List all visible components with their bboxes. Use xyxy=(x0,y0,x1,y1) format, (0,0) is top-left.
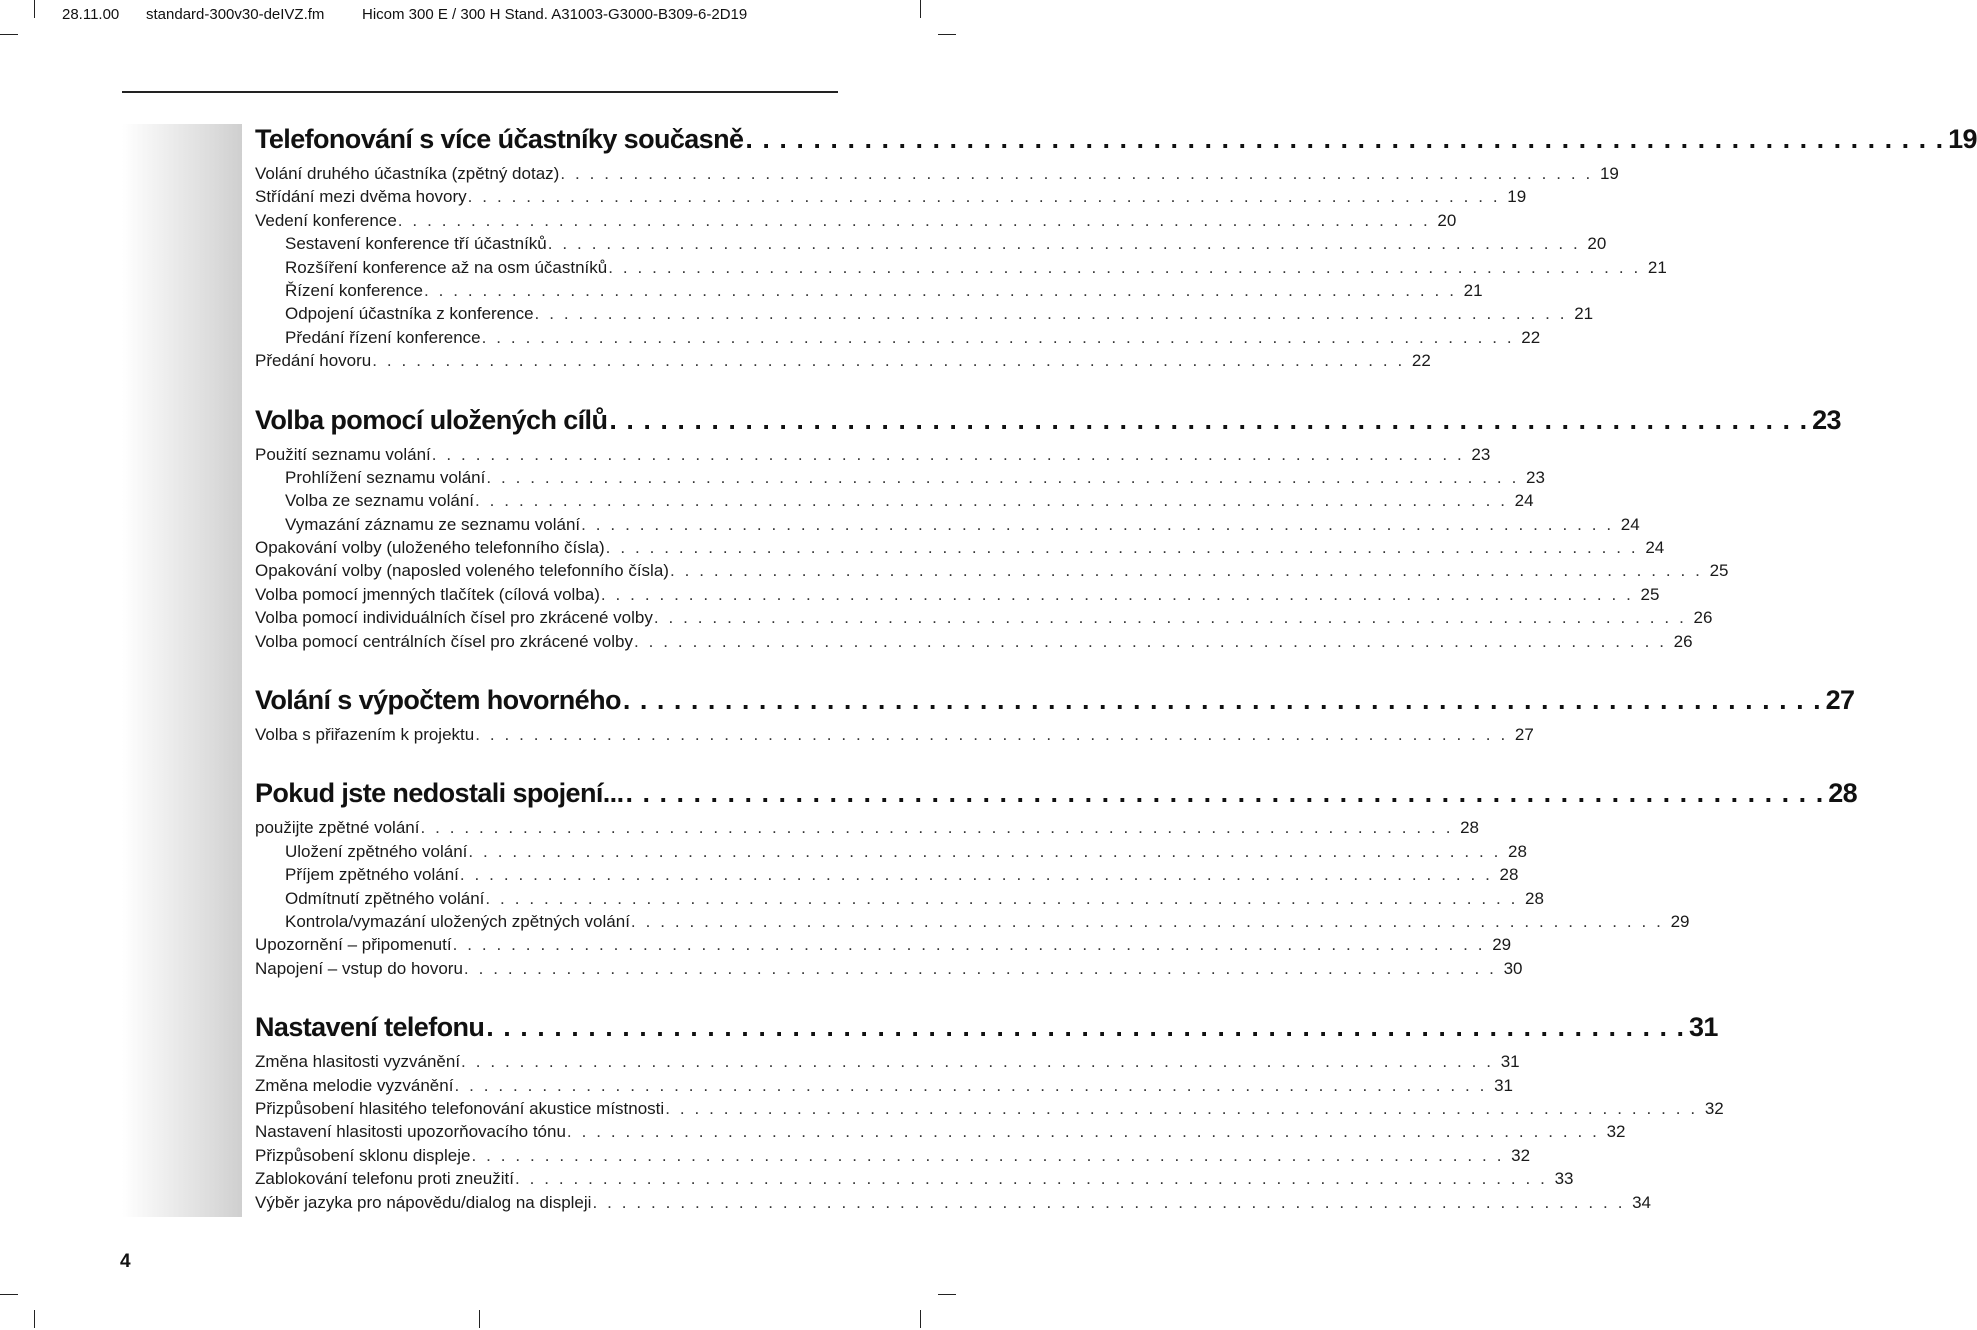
print-header xyxy=(0,6,960,24)
toc-entry-text: Uložení zpětného volání xyxy=(285,841,468,861)
toc-entry[interactable] xyxy=(255,888,1544,912)
toc-entry-text: Volba pomocí individuálních čísel pro zkrácené volby xyxy=(255,608,653,628)
toc-leader-dots: . . . . . . . . . . . . . . . . . . . . . . . . . . . . . . . . . . . . . . . . . . . . . . . . . . . . . . . . . . . . . . . . . . . . . . . xyxy=(566,1122,1600,1142)
toc-entry-page: 28 xyxy=(1508,841,1527,861)
toc-entry-page: 31 xyxy=(1500,1052,1520,1072)
toc-entry[interactable] xyxy=(255,210,1457,234)
toc-entry-page: 26 xyxy=(1673,631,1693,651)
toc-leader-dots: . . . . . . . . . . . . . . . . . . . . . . . . . . . . . . . . . . . . . . . . . . . . . . . . . . . . . . . . . . . . . . . . . . . . . . . xyxy=(622,685,1822,716)
toc-entry-text: Výběr jazyka pro nápovědu/dialog na displeji xyxy=(255,1192,592,1212)
toc-entry-text: Vymazání záznamu ze seznamu volání xyxy=(285,514,581,534)
toc-entry-text: Použití seznamu volání xyxy=(255,444,431,464)
toc-section-page: 28 xyxy=(1828,778,1858,809)
page-number: 4 xyxy=(120,1251,131,1272)
toc-section-title-text: Nastavení telefonu xyxy=(255,1012,485,1043)
toc-entry-text: Opakování volby (naposled voleného telefonního čísla) xyxy=(255,561,669,581)
toc-entry-text: Příjem zpětného volání xyxy=(285,865,459,885)
toc-section-page: 27 xyxy=(1825,685,1855,716)
toc-entry[interactable] xyxy=(255,187,1527,210)
toc-entry-page: 30 xyxy=(1503,958,1523,978)
toc-leader-dots: . . . . . . . . . . . . . . . . . . . . . . . . . . . . . . . . . . . . . . . . . . . . . . . . . . . . . . . . . . . . . . . . . . . . . . . xyxy=(745,124,1945,154)
toc-entry-text: Opakování volby (uloženého telefonního čísla) xyxy=(255,538,605,558)
toc-entry[interactable] xyxy=(255,1052,1520,1075)
header-date: 28.11.00 xyxy=(62,6,120,23)
toc-entry-page: 32 xyxy=(1606,1122,1626,1142)
toc-section-page: 31 xyxy=(1688,1012,1718,1043)
section-gap xyxy=(255,375,838,405)
toc-entry[interactable] xyxy=(255,444,1491,468)
toc-section-title-text: Volba pomocí uložených cílů xyxy=(255,404,608,435)
toc-entry[interactable] xyxy=(255,1145,1531,1169)
crop-mark xyxy=(938,1294,956,1295)
toc-leader-dots: . . . . . . . . . . . . . . . . . . . . . . . . . . . . . . . . . . . . . . . . . . . . . . . . . . . . . . . . . . . . . . . . . . . . . . . xyxy=(608,257,1641,277)
toc-entry[interactable] xyxy=(255,818,1480,841)
toc-entry[interactable] xyxy=(255,280,1483,304)
toc-entry-text: Volba ze seznamu volání xyxy=(285,491,475,511)
toc-section-title[interactable] xyxy=(255,124,1977,164)
toc-leader-dots: . . . . . . . . . . . . . . . . . . . . . . . . . . . . . . . . . . . . . . . . . . . . . . . . . . . . . . . . . . . . . . . . . . . . . . . xyxy=(514,1169,1548,1189)
toc-entry-text: Napojení – vstup do hovoru xyxy=(255,958,463,978)
toc-entry-page: 31 xyxy=(1494,1075,1513,1095)
toc-entry-text: Změna hlasitosti vyzvánění xyxy=(255,1052,461,1072)
crop-mark xyxy=(0,1294,18,1295)
toc-entry[interactable] xyxy=(255,538,1665,561)
toc-entry-text: Střídání mezi dvěma hovory xyxy=(255,187,467,207)
toc-entry[interactable] xyxy=(255,467,1545,491)
toc-entry-text: Přizpůsobení sklonu displeje xyxy=(255,1145,471,1165)
section-gap xyxy=(255,982,838,1012)
toc-entry-text: Předání řízení konference xyxy=(285,327,481,347)
toc-section-title[interactable] xyxy=(255,1012,1718,1052)
toc-entry-page: 25 xyxy=(1640,584,1660,604)
toc-leader-dots: . . . . . . . . . . . . . . . . . . . . . . . . . . . . . . . . . . . . . . . . . . . . . . . . . . . . . . . . . . . . . . . . . . . . . . . xyxy=(560,164,1593,183)
toc-entry-page: 25 xyxy=(1709,561,1729,581)
toc-entry-page: 20 xyxy=(1587,234,1607,254)
toc-entry-text: Volba pomocí centrálních čísel pro zkrácené volby xyxy=(255,631,633,651)
toc-leader-dots: . . . . . . . . . . . . . . . . . . . . . . . . . . . . . . . . . . . . . . . . . . . . . . . . . . . . . . . . . . . . . . . . . . . . . . . xyxy=(665,1098,1698,1118)
toc-entry[interactable] xyxy=(255,327,1541,351)
toc-leader-dots: . . . . . . . . . . . . . . . . . . . . . . . . . . . . . . . . . . . . . . . . . . . . . . . . . . . . . . . . . . . . . . . . . . . . . . . xyxy=(485,888,1518,908)
toc-leader-dots: . . . . . . . . . . . . . . . . . . . . . . . . . . . . . . . . . . . . . . . . . . . . . . . . . . . . . . . . . . . . . . . . . . . . . . . xyxy=(547,234,1581,254)
toc-entry-page: 22 xyxy=(1411,351,1431,371)
toc-entry[interactable] xyxy=(255,865,1519,888)
toc-entry-page: 29 xyxy=(1492,935,1512,955)
toc-leader-dots: . . . . . . . . . . . . . . . . . . . . . . . . . . . . . . . . . . . . . . . . . . . . . . . . . . . . . . . . . . . . . . . . . . . . . . . xyxy=(423,280,1457,300)
crop-mark xyxy=(34,1310,35,1328)
toc-entry-text: Rozšíření konference až na osm účastníků xyxy=(285,257,608,277)
toc-entry[interactable] xyxy=(255,608,1713,631)
toc-leader-dots: . . . . . . . . . . . . . . . . . . . . . . . . . . . . . . . . . . . . . . . . . . . . . . . . . . . . . . . . . . . . . . . . . . . . . . . xyxy=(625,778,1825,809)
toc-entry-text: Přizpůsobení hlasitého telefonování akustice místnosti xyxy=(255,1098,665,1118)
toc-entry[interactable] xyxy=(255,631,1693,655)
toc-entry[interactable] xyxy=(255,561,1729,584)
toc-leader-dots: . . . . . . . . . . . . . . . . . . . . . . . . . . . . . . . . . . . . . . . . . . . . . . . . . . . . . . . . . . . . . . . . . . . . . . . xyxy=(653,608,1687,628)
toc-entry[interactable] xyxy=(255,491,1534,514)
toc-leader-dots: . . . . . . . . . . . . . . . . . . . . . . . . . . . . . . . . . . . . . . . . . . . . . . . . . . . . . . . . . . . . . . . . . . . . . . . xyxy=(669,561,1703,581)
toc-leader-dots: . . . . . . . . . . . . . . . . . . . . . . . . . . . . . . . . . . . . . . . . . . . . . . . . . . . . . . . . . . . . . . . . . . . . . . . xyxy=(486,467,1519,487)
crop-mark xyxy=(0,34,18,35)
toc-entry-page: 26 xyxy=(1693,608,1713,628)
toc-leader-dots: . . . . . . . . . . . . . . . . . . . . . . . . . . . . . . . . . . . . . . . . . . . . . . . . . . . . . . . . . . . . . . . . . . . . . . . xyxy=(481,327,1515,347)
toc-entry[interactable] xyxy=(255,935,1512,958)
toc-entry-text: Kontrola/vymazání uložených zpětných volání xyxy=(285,911,630,931)
toc-leader-dots: . . . . . . . . . . . . . . . . . . . . . . . . . . . . . . . . . . . . . . . . . . . . . . . . . . . . . . . . . . . . . . . . . . . . . . . xyxy=(609,404,1809,435)
toc-entry-page: 20 xyxy=(1437,210,1457,230)
toc-entry-text: Volání druhého účastníka (zpětný dotaz) xyxy=(255,164,560,183)
toc-entry[interactable] xyxy=(255,841,1527,865)
toc-section-title[interactable] xyxy=(255,778,1858,818)
toc-entry-page: 19 xyxy=(1599,164,1619,183)
toc-leader-dots: . . . . . . . . . . . . . . . . . . . . . . . . . . . . . . . . . . . . . . . . . . . . . . . . . . . . . . . . . . . . . . . . . . . . . . . xyxy=(372,351,1405,371)
toc-entry-text: Změna melodie vyzvánění xyxy=(255,1075,454,1095)
toc-entry-page: 24 xyxy=(1645,538,1665,558)
toc-leader-dots: . . . . . . . . . . . . . . . . . . . . . . . . . . . . . . . . . . . . . . . . . . . . . . . . . . . . . . . . . . . . . . . . . . . . . . . xyxy=(581,514,1614,534)
toc-entry-page: 28 xyxy=(1460,818,1480,838)
toc-entry[interactable] xyxy=(255,725,1534,748)
toc-section-title-text: Volání s výpočtem hovorného xyxy=(255,685,621,716)
toc-leader-dots: . . . . . . . . . . . . . . . . . . . . . . . . . . . . . . . . . . . . . . . . . . . . . . . . . . . . . . . . . . . . . . . . . . . . . . . xyxy=(431,444,1465,464)
toc-entry-page: 21 xyxy=(1463,280,1483,300)
table-of-contents xyxy=(255,124,1977,1216)
side-band xyxy=(122,124,242,1217)
toc-entry-text: Volba s přiřazením k projektu xyxy=(255,725,475,745)
toc-leader-dots: . . . . . . . . . . . . . . . . . . . . . . . . . . . . . . . . . . . . . . . . . . . . . . . . . . . . . . . . . . . . . . . . . . . . . . . xyxy=(461,1052,1494,1072)
toc-section-title-text: Pokud jste nedostali spojení... xyxy=(255,778,624,809)
toc-entry[interactable] xyxy=(255,234,1607,257)
toc-entry-text: Nastavení hlasitosti upozorňovacího tónu xyxy=(255,1122,566,1142)
toc-entry-text: Upozornění – připomenutí xyxy=(255,935,452,955)
toc-entry-page: 28 xyxy=(1499,865,1519,885)
toc-entry-page: 27 xyxy=(1514,725,1534,745)
toc-leader-dots: . . . . . . . . . . . . . . . . . . . . . . . . . . . . . . . . . . . . . . . . . . . . . . . . . . . . . . . . . . . . . . . . . . . . . . . xyxy=(605,538,1639,558)
toc-leader-dots: . . . . . . . . . . . . . . . . . . . . . . . . . . . . . . . . . . . . . . . . . . . . . . . . . . . . . . . . . . . . . . . . . . . . . . . xyxy=(630,911,1664,931)
crop-mark xyxy=(479,1310,480,1328)
toc-entry-page: 21 xyxy=(1574,304,1594,324)
toc-leader-dots: . . . . . . . . . . . . . . . . . . . . . . . . . . . . . . . . . . . . . . . . . . . . . . . . . . . . . . . . . . . . . . . . . . . . . . . xyxy=(592,1192,1626,1212)
toc-entry-text: Prohlížení seznamu volání xyxy=(285,467,486,487)
toc-section-page: 19 xyxy=(1948,124,1977,154)
toc-leader-dots: . . . . . . . . . . . . . . . . . . . . . . . . . . . . . . . . . . . . . . . . . . . . . . . . . . . . . . . . . . . . . . . . . . . . . . . xyxy=(471,1145,1505,1165)
toc-entry-page: 32 xyxy=(1511,1145,1531,1165)
toc-entry-page: 24 xyxy=(1514,491,1534,511)
header-rule xyxy=(122,91,838,93)
toc-entry-page: 23 xyxy=(1471,444,1491,464)
toc-entry-page: 22 xyxy=(1521,327,1541,347)
toc-leader-dots: . . . . . . . . . . . . . . . . . . . . . . . . . . . . . . . . . . . . . . . . . . . . . . . . . . . . . . . . . . . . . . . . . . . . . . . xyxy=(452,935,1486,955)
toc-entry-text: Odmítnutí zpětného volání xyxy=(285,888,485,908)
toc-leader-dots: . . . . . . . . . . . . . . . . . . . . . . . . . . . . . . . . . . . . . . . . . . . . . . . . . . . . . . . . . . . . . . . . . . . . . . . xyxy=(459,865,1493,885)
crop-mark xyxy=(938,34,956,35)
toc-entry-page: 19 xyxy=(1507,187,1527,207)
toc-entry-page: 23 xyxy=(1525,467,1545,487)
toc-entry[interactable] xyxy=(255,1122,1626,1145)
toc-section-title[interactable] xyxy=(255,685,1855,725)
toc-entry[interactable] xyxy=(255,1075,1513,1099)
toc-entry-text: Předání hovoru xyxy=(255,351,372,371)
toc-leader-dots: . . . . . . . . . . . . . . . . . . . . . . . . . . . . . . . . . . . . . . . . . . . . . . . . . . . . . . . . . . . . . . . . . . . . . . . xyxy=(467,187,1501,207)
toc-entry-text: Řízení konference xyxy=(285,280,423,300)
toc-entry[interactable] xyxy=(255,304,1594,327)
toc-entry[interactable] xyxy=(255,257,1667,281)
toc-entry-text: Zablokování telefonu proti zneužití xyxy=(255,1169,514,1189)
toc-leader-dots: . . . . . . . . . . . . . . . . . . . . . . . . . . . . . . . . . . . . . . . . . . . . . . . . . . . . . . . . . . . . . . . . . . . . . . . xyxy=(486,1012,1685,1043)
section-gap xyxy=(255,748,838,778)
toc-entry[interactable] xyxy=(255,164,1619,187)
toc-leader-dots: . . . . . . . . . . . . . . . . . . . . . . . . . . . . . . . . . . . . . . . . . . . . . . . . . . . . . . . . . . . . . . . . . . . . . . . xyxy=(420,818,1454,838)
toc-entry[interactable] xyxy=(255,911,1690,935)
toc-entry-page: 21 xyxy=(1647,257,1667,277)
toc-entry-text: použijte zpětné volání xyxy=(255,818,420,838)
toc-leader-dots: . . . . . . . . . . . . . . . . . . . . . . . . . . . . . . . . . . . . . . . . . . . . . . . . . . . . . . . . . . . . . . . . . . . . . . . xyxy=(463,958,1497,978)
toc-entry[interactable] xyxy=(255,1098,1724,1122)
toc-entry-text: Volba pomocí jmenných tlačítek (cílová volba) xyxy=(255,584,600,604)
toc-leader-dots: . . . . . . . . . . . . . . . . . . . . . . . . . . . . . . . . . . . . . . . . . . . . . . . . . . . . . . . . . . . . . . . . . . . . . . . xyxy=(397,210,1431,230)
header-product: Hicom 300 E / 300 H Stand. A31003-G3000-B309-6-2D19 xyxy=(362,6,748,23)
toc-entry-page: 32 xyxy=(1704,1098,1724,1118)
toc-entry[interactable] xyxy=(255,584,1660,608)
toc-entry-text: Vedení konference xyxy=(255,210,397,230)
toc-entry-page: 24 xyxy=(1620,514,1640,534)
toc-entry[interactable] xyxy=(255,958,1523,982)
toc-entry[interactable] xyxy=(255,1192,1652,1216)
toc-section-title-text: Telefonování s více účastníky současně xyxy=(255,124,744,154)
toc-entry-page: 28 xyxy=(1525,888,1544,908)
toc-section-page: 23 xyxy=(1812,404,1841,435)
crop-mark xyxy=(920,1310,921,1328)
toc-section-title[interactable] xyxy=(255,404,1841,445)
toc-entry[interactable] xyxy=(255,1169,1574,1192)
toc-entry[interactable] xyxy=(255,514,1640,538)
toc-leader-dots: . . . . . . . . . . . . . . . . . . . . . . . . . . . . . . . . . . . . . . . . . . . . . . . . . . . . . . . . . . . . . . . . . . . . . . . xyxy=(454,1075,1487,1095)
toc-entry-text: Sestavení konference tří účastníků xyxy=(285,234,547,254)
toc-entry[interactable] xyxy=(255,351,1431,374)
toc-entry-page: 33 xyxy=(1554,1169,1574,1189)
toc-leader-dots: . . . . . . . . . . . . . . . . . . . . . . . . . . . . . . . . . . . . . . . . . . . . . . . . . . . . . . . . . . . . . . . . . . . . . . . xyxy=(475,491,1508,511)
toc-leader-dots: . . . . . . . . . . . . . . . . . . . . . . . . . . . . . . . . . . . . . . . . . . . . . . . . . . . . . . . . . . . . . . . . . . . . . . . xyxy=(633,631,1667,651)
header-file: standard-300v30-deIVZ.fm xyxy=(146,6,325,23)
toc-leader-dots: . . . . . . . . . . . . . . . . . . . . . . . . . . . . . . . . . . . . . . . . . . . . . . . . . . . . . . . . . . . . . . . . . . . . . . . xyxy=(534,304,1568,324)
toc-leader-dots: . . . . . . . . . . . . . . . . . . . . . . . . . . . . . . . . . . . . . . . . . . . . . . . . . . . . . . . . . . . . . . . . . . . . . . . xyxy=(600,584,1634,604)
toc-entry-text: Odpojení účastníka z konference xyxy=(285,304,534,324)
toc-entry-page: 29 xyxy=(1670,911,1690,931)
section-gap xyxy=(255,655,838,685)
toc-entry-page: 34 xyxy=(1632,1192,1652,1212)
toc-leader-dots: . . . . . . . . . . . . . . . . . . . . . . . . . . . . . . . . . . . . . . . . . . . . . . . . . . . . . . . . . . . . . . . . . . . . . . . xyxy=(468,841,1501,861)
toc-leader-dots: . . . . . . . . . . . . . . . . . . . . . . . . . . . . . . . . . . . . . . . . . . . . . . . . . . . . . . . . . . . . . . . . . . . . . . . xyxy=(475,725,1508,745)
